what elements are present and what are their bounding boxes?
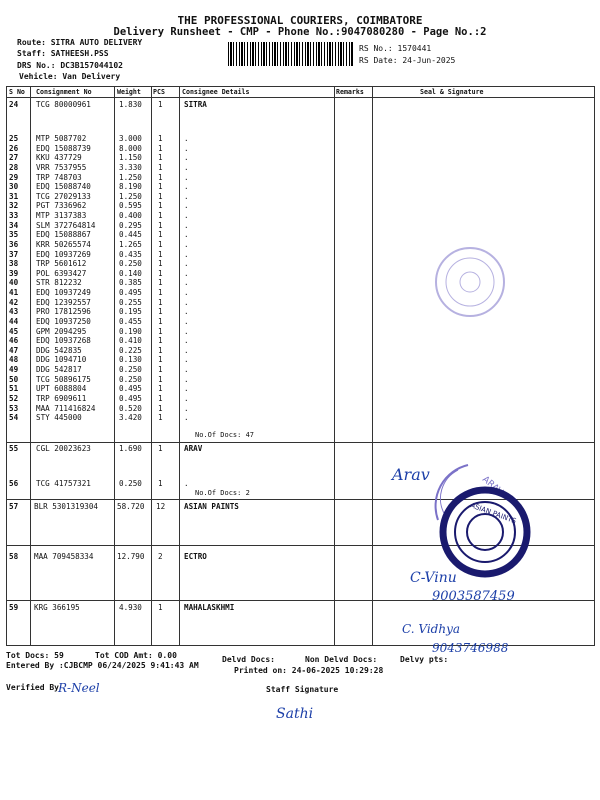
drs-number: DRS No.: DC3B157044102 <box>17 61 123 70</box>
cell-consignee: . <box>184 297 189 307</box>
cell-weight: 0.250 <box>119 479 142 488</box>
cell-sno: 49 <box>9 365 19 375</box>
cell-sno: 43 <box>9 307 19 317</box>
total-cod-amount: Tot COD Amt: 0.00 <box>95 651 177 660</box>
cell-pcs: 1 <box>158 345 163 355</box>
cell-sno: 37 <box>9 249 19 259</box>
cell-consignee: ASIAN PAINTS <box>184 502 239 511</box>
cell-pcs: 1 <box>158 172 163 182</box>
cell-pcs: 1 <box>158 326 163 336</box>
cell-pcs: 1 <box>158 413 163 423</box>
cell-consignment: MTP 5087702 <box>36 134 87 143</box>
cell-consignment: TCG 80000961 <box>36 100 91 109</box>
cell-pcs: 12 <box>156 502 166 511</box>
cell-weight: 1.690 <box>119 444 142 453</box>
faint-round-stamp <box>436 248 504 316</box>
cell-weight: 0.190 <box>119 326 142 336</box>
cell-weight: 1.265 <box>119 239 142 249</box>
cell-sno: 28 <box>9 162 19 172</box>
cell-consignee: . <box>184 143 189 153</box>
cell-weight: 0.455 <box>119 316 142 326</box>
row59-phone: 9043746988 <box>432 641 509 655</box>
cell-sno: 31 <box>9 191 19 201</box>
col-header-consignment: Consignment No <box>36 88 92 96</box>
route-label: Route: SITRA AUTO DELIVERY <box>17 38 143 47</box>
cell-consignment: DDG 1094710 <box>36 355 87 365</box>
cell-weight: 0.385 <box>119 278 142 288</box>
cell-sno: 27 <box>9 153 19 163</box>
cell-consignee: . <box>184 365 189 375</box>
cell-weight: 1.250 <box>119 172 142 182</box>
cell-weight: 8.000 <box>119 143 142 153</box>
cell-consignment: EDQ 10937250 <box>36 316 91 326</box>
cell-consignment: EDQ 10937268 <box>36 336 91 346</box>
cell-weight: 0.445 <box>119 230 142 240</box>
entered-by: Entered By :CJBCMP 06/24/2025 9:41:43 AM <box>6 661 199 670</box>
cell-consignee: ECTRO <box>184 552 207 561</box>
cell-sno: 59 <box>9 603 19 612</box>
cell-weight: 0.140 <box>119 268 142 278</box>
verified-by-label: Verified By <box>6 683 59 692</box>
company-stamp-text: ASIAN PAINTS <box>469 501 518 526</box>
cell-consignee: . <box>184 259 189 269</box>
cell-pcs: 1 <box>158 603 163 612</box>
cell-consignee: . <box>184 355 189 365</box>
printed-on: Printed on: 24-06-2025 10:29:28 <box>234 666 384 675</box>
cell-consignee: . <box>184 162 189 172</box>
cell-pcs: 1 <box>158 153 163 163</box>
vehicle-label: Vehicle: Van Delivery <box>19 72 121 81</box>
cell-pcs: 2 <box>158 552 163 561</box>
cell-consignee: . <box>184 153 189 163</box>
cell-sno: 48 <box>9 355 19 365</box>
cell-pcs: 1 <box>158 288 163 298</box>
cell-sno: 34 <box>9 220 19 230</box>
cell-pcs: 1 <box>158 230 163 240</box>
cell-weight: 0.250 <box>119 365 142 375</box>
col-header-remarks: Remarks <box>336 88 364 96</box>
cell-weight: 0.495 <box>119 394 142 403</box>
cell-consignee: . <box>184 230 189 240</box>
company-round-stamp <box>443 490 527 574</box>
total-docs: Tot Docs: 59 <box>6 651 64 660</box>
cell-sno: 30 <box>9 182 19 192</box>
cell-weight: 58.720 <box>117 502 145 511</box>
cell-consignment: EDQ 15088867 <box>36 230 91 240</box>
cell-pcs: 1 <box>158 316 163 326</box>
cell-consignment: EDQ 10937249 <box>36 288 91 298</box>
cell-weight: 0.250 <box>119 259 142 269</box>
cell-pcs: 1 <box>158 134 163 143</box>
cell-consignment: TRP 6909611 <box>36 394 87 403</box>
cell-pcs: 1 <box>158 278 163 288</box>
cell-consignee: MAHALASKHMI <box>184 603 235 612</box>
delivered-docs: Delvd Docs: <box>222 655 275 664</box>
cell-pcs: 1 <box>158 444 163 453</box>
cell-consignee: . <box>184 239 189 249</box>
cell-consignment: BLR 5301319304 <box>34 502 99 511</box>
cell-consignee: . <box>184 268 189 278</box>
cell-weight: 4.930 <box>119 603 142 612</box>
cell-pcs: 1 <box>158 365 163 375</box>
cell-sno: 42 <box>9 297 19 307</box>
cell-weight: 8.190 <box>119 182 142 192</box>
cell-weight: 0.410 <box>119 336 142 346</box>
cell-consignee: . <box>184 336 189 346</box>
cell-weight: 1.830 <box>119 100 142 109</box>
cell-pcs: 1 <box>158 374 163 384</box>
col-header-weight: Weight <box>117 88 141 96</box>
col-header-consignee: Consignee Details <box>182 88 250 96</box>
cell-pcs: 1 <box>158 394 163 403</box>
runsheet-subtitle: Delivery Runsheet - CMP - Phone No.:9047080280 - Page No.:2 <box>113 26 487 38</box>
cell-pcs: 1 <box>158 297 163 307</box>
cell-consignment: GPM 2094295 <box>36 326 87 336</box>
cell-consignment: VRR 7537955 <box>36 162 87 172</box>
cell-sno: 40 <box>9 278 19 288</box>
staff-label: Staff: SATHEESH.PSS <box>17 49 109 58</box>
row58-signature: C-Vinu <box>410 570 457 586</box>
cell-consignment: EDQ 15088740 <box>36 182 91 192</box>
non-delivered-docs: Non Delvd Docs: <box>305 655 378 664</box>
col-header-seal-signature: Seal & Signature <box>420 88 484 96</box>
cell-consignee: . <box>184 220 189 230</box>
cell-consignment: STY 445000 <box>36 413 82 423</box>
cell-consignment: DDG 542817 <box>36 365 82 375</box>
cell-pcs: 1 <box>158 384 163 394</box>
cell-sno: 58 <box>9 552 19 561</box>
cell-sno: 32 <box>9 201 19 211</box>
cell-consignee: . <box>184 316 189 326</box>
cell-consignee: . <box>184 211 189 221</box>
cell-consignee: . <box>184 134 189 143</box>
cell-pcs: 1 <box>158 143 163 153</box>
cell-consignment: MAA 711416824 <box>36 403 96 413</box>
cell-consignee: . <box>184 201 189 211</box>
cell-sno: 51 <box>9 384 19 394</box>
cell-pcs: 1 <box>158 479 163 488</box>
cell-weight: 0.225 <box>119 345 142 355</box>
cell-consignment: MTP 3137383 <box>36 211 87 221</box>
rs-date: RS Date: 24-Jun-2025 <box>359 56 456 65</box>
cell-sno: 50 <box>9 374 19 384</box>
cell-sno: 39 <box>9 268 19 278</box>
delivery-points: Delvy pts: <box>400 655 449 664</box>
cell-consignment: TCG 50896175 <box>36 374 91 384</box>
cell-sno: 35 <box>9 230 19 240</box>
cell-weight: 0.520 <box>119 403 142 413</box>
cell-consignee: . <box>184 288 189 298</box>
row58-phone: 9003587459 <box>432 589 515 604</box>
cell-consignment: CGL 20023623 <box>36 444 91 453</box>
cell-consignee: . <box>184 182 189 192</box>
row59-signature: C. Vidhya <box>402 622 461 636</box>
cell-weight: 0.295 <box>119 220 142 230</box>
cell-weight: 0.400 <box>119 211 142 221</box>
company-title: THE PROFESSIONAL COURIERS, COIMBATORE <box>177 14 423 27</box>
cell-weight: 3.420 <box>119 413 142 423</box>
docs-count: No.Of Docs: 47 <box>195 431 255 439</box>
cell-sno: 33 <box>9 211 19 221</box>
cell-consignment: PGT 7336962 <box>36 201 87 211</box>
cell-weight: 1.150 <box>119 153 142 163</box>
cell-pcs: 1 <box>158 220 163 230</box>
cell-weight: 0.250 <box>119 374 142 384</box>
cell-consignment: SLM 372764814 <box>36 220 96 230</box>
cell-pcs: 1 <box>158 268 163 278</box>
cell-sno: 54 <box>9 413 19 423</box>
cell-weight: 3.000 <box>119 134 142 143</box>
cell-consignment: EDQ 10937269 <box>36 249 91 259</box>
cell-pcs: 1 <box>158 249 163 259</box>
cell-sno: 26 <box>9 143 19 153</box>
staff-signature-label: Staff Signature <box>266 685 339 694</box>
cell-consignment: KKU 437729 <box>36 153 82 163</box>
cell-consignee: . <box>184 403 189 413</box>
arav-signature: Arav <box>392 465 430 484</box>
cell-consignee: . <box>184 394 189 403</box>
cell-consignment: TCG 27029133 <box>36 191 91 201</box>
cell-consignee: . <box>184 374 189 384</box>
cell-consignee: . <box>184 278 189 288</box>
cell-pcs: 1 <box>158 239 163 249</box>
cell-consignee: . <box>184 172 189 182</box>
cell-consignment: STR 812232 <box>36 278 82 288</box>
cell-pcs: 1 <box>158 403 163 413</box>
cell-pcs: 1 <box>158 191 163 201</box>
cell-consignment: TRP 5601612 <box>36 259 87 269</box>
cell-weight: 0.130 <box>119 355 142 365</box>
cell-pcs: 1 <box>158 336 163 346</box>
cell-weight: 3.330 <box>119 162 142 172</box>
verified-by-signature: R-Neel <box>58 681 100 695</box>
cell-pcs: 1 <box>158 182 163 192</box>
cell-consignee: ARAV <box>184 444 203 453</box>
cell-sno: 29 <box>9 172 19 182</box>
cell-consignee: . <box>184 249 189 259</box>
cell-sno: 47 <box>9 345 19 355</box>
cell-consignment: POL 6393427 <box>36 268 87 278</box>
cell-weight: 0.595 <box>119 201 142 211</box>
cell-sno: 44 <box>9 316 19 326</box>
cell-consignment: MAA 709458334 <box>34 552 94 561</box>
col-header-sno: S No <box>9 88 25 96</box>
cell-sno: 53 <box>9 403 19 413</box>
cell-pcs: 1 <box>158 355 163 365</box>
cell-sno: 46 <box>9 336 19 346</box>
cell-pcs: 1 <box>158 100 163 109</box>
cell-pcs: 1 <box>158 259 163 269</box>
cell-consignee: . <box>184 479 189 488</box>
cell-consignment: PRO 17812596 <box>36 307 91 317</box>
docs-count: No.Of Docs: 2 <box>195 489 250 497</box>
cell-consignee: SITRA <box>184 100 207 109</box>
cell-sno: 56 <box>9 479 19 488</box>
cell-weight: 0.195 <box>119 307 142 317</box>
cell-consignment: TCG 41757321 <box>36 479 91 488</box>
cell-consignment: KRR 50265574 <box>36 239 91 249</box>
cell-sno: 55 <box>9 444 19 453</box>
cell-sno: 41 <box>9 288 19 298</box>
cell-consignee: . <box>184 413 189 423</box>
cell-consignee: . <box>184 384 189 394</box>
cell-sno: 25 <box>9 134 19 143</box>
cell-weight: 12.790 <box>117 552 145 561</box>
col-header-pcs: PCS <box>153 88 165 96</box>
cell-sno: 52 <box>9 394 19 403</box>
cell-weight: 0.255 <box>119 297 142 307</box>
cell-consignee: . <box>184 307 189 317</box>
cell-pcs: 1 <box>158 201 163 211</box>
cell-pcs: 1 <box>158 307 163 317</box>
cell-pcs: 1 <box>158 211 163 221</box>
staff-signature-mark: Sathi <box>276 706 314 722</box>
cell-consignment: TRP 748703 <box>36 172 82 182</box>
cell-consignment: KRG 366195 <box>34 603 80 612</box>
cell-consignment: EDQ 12392557 <box>36 297 91 307</box>
cell-pcs: 1 <box>158 162 163 172</box>
cell-consignment: EDQ 15088739 <box>36 143 91 153</box>
cell-consignee: . <box>184 345 189 355</box>
cell-consignment: UPT 6088804 <box>36 384 87 394</box>
cell-weight: 0.495 <box>119 288 142 298</box>
cell-consignee: . <box>184 326 189 336</box>
cell-weight: 0.435 <box>119 249 142 259</box>
cell-sno: 24 <box>9 100 19 109</box>
cell-consignee: . <box>184 191 189 201</box>
cell-sno: 36 <box>9 239 19 249</box>
cell-sno: 38 <box>9 259 19 269</box>
cell-weight: 0.495 <box>119 384 142 394</box>
cell-consignment: DDG 542835 <box>36 345 82 355</box>
arav-stamp-text: ARAV <box>480 474 505 498</box>
rs-number: RS No.: 1570441 <box>359 44 432 53</box>
cell-sno: 45 <box>9 326 19 336</box>
cell-weight: 1.250 <box>119 191 142 201</box>
cell-sno: 57 <box>9 502 19 511</box>
